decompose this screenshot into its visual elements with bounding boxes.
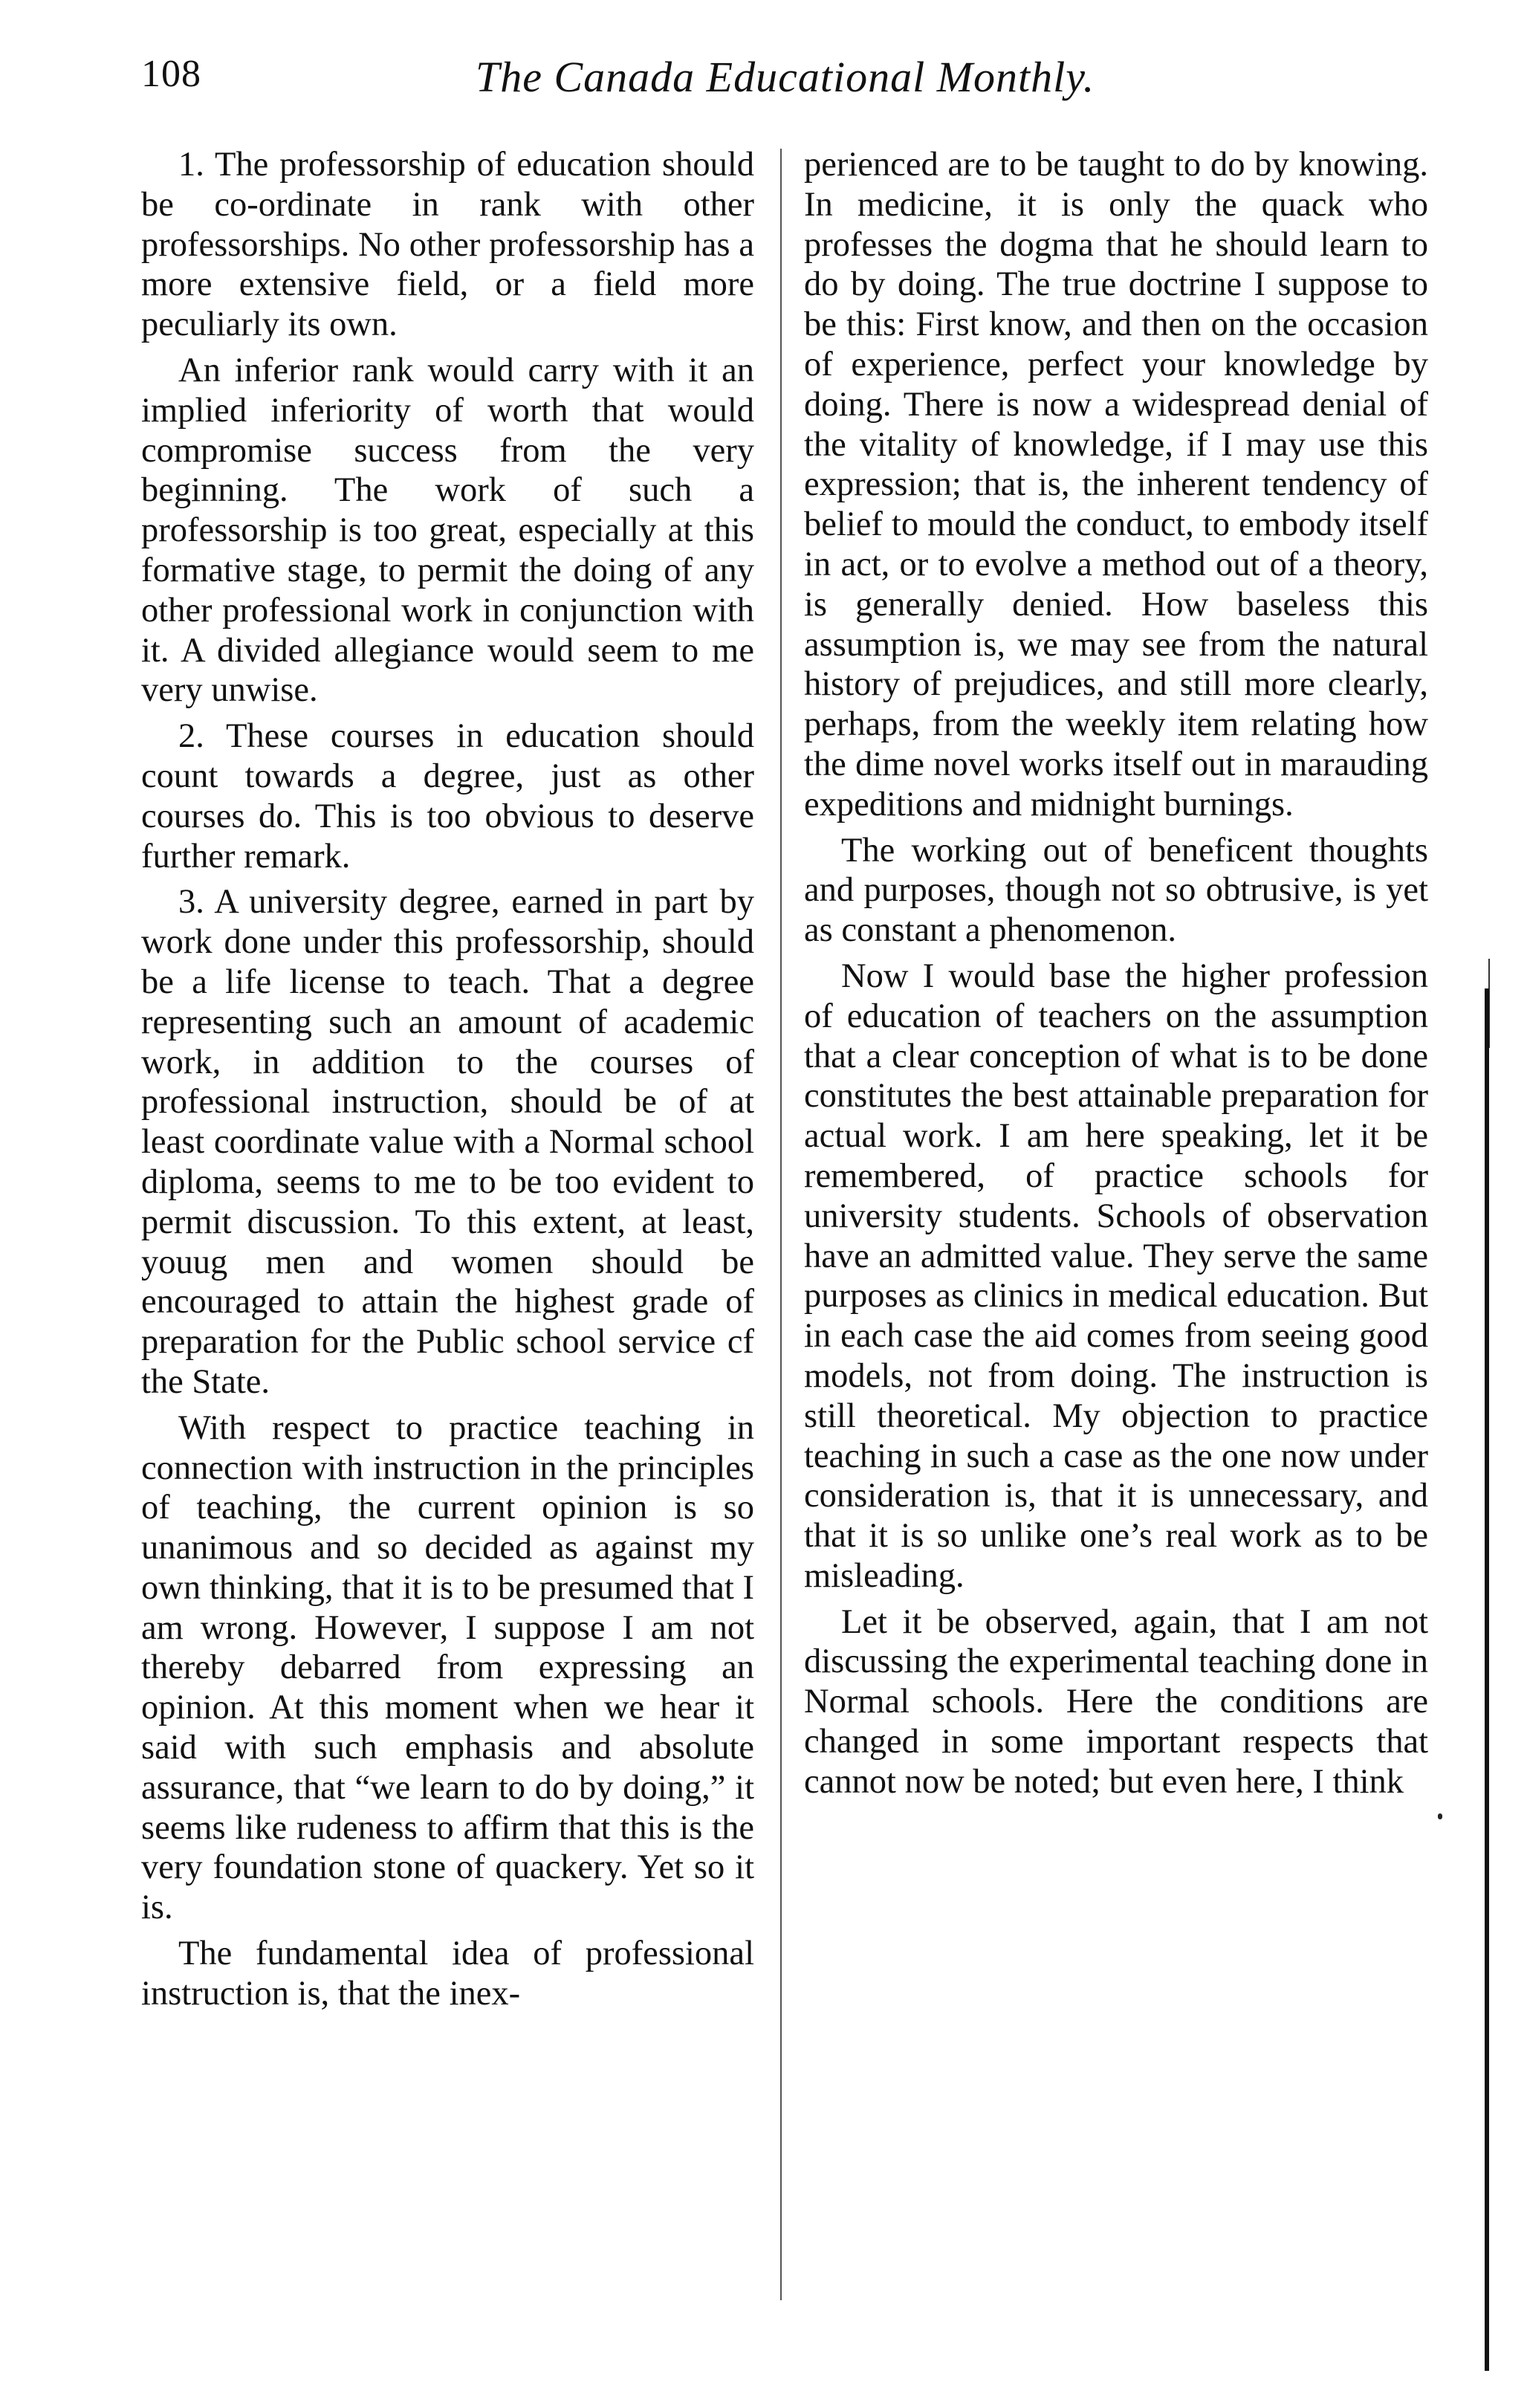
paragraph: Let it be observed, again, that I am not discussing the experimental teaching done in Normal schools. Here the conditions are changed in some important respects that cannot now be noted; but even here, I think — [804, 1602, 1428, 1801]
paragraph: 2. These courses in education should count towards a degree, just as other courses do. This is too obvious to deserve further remark. — [141, 717, 754, 876]
column-divider — [780, 149, 782, 2300]
paragraph: Now I would base the higher profession of education of teachers on the assumption that a clear conception of what is to be done constitutes the best attainable preparation for actual work. I am here speaking, let it be remembered, of practice schools for university students. Schools of observation have an admitted value. They serve the same purposes as clinics in medical education. But in each case the aid comes from seeing good models, not from doing. The instruction is still theoretical. My objection to practice teaching in such a case as the one now under consideration is, that it is unnecessary, and that it is so unlike one’s real work as to be misleading. — [804, 957, 1428, 1595]
right-column — [804, 145, 1428, 1808]
paragraph: With respect to practice teaching in connection with instruction in the principles of teaching, the current opinion is so unanimous and so decided as against my own thinking, that it is to be presumed that I am wrong. However, I suppose I am not thereby debarred from expressing an opinion. At this moment when we hear it said with such emphasis and absolute assurance, that “we learn to do by doing,” it seems like rudeness to affirm that this is the very foundation stone of quackery. Yet so it is. — [141, 1408, 754, 1927]
paragraph: The fundamental idea of professional instruction is, that the inex- — [141, 1935, 754, 2013]
page-edge-shadow — [1485, 988, 1489, 2371]
page-number: 108 — [141, 53, 201, 95]
paragraph: An inferior rank would carry with it an implied inferiority of worth that would compromise success from the very beginning. The work of such a professorship is too great, especially at this formative stage, to permit the doing of any other professional work in conjunction with it. A divided allegiance would seem to me very unwise. — [141, 351, 754, 710]
scan-speck — [1438, 1813, 1442, 1819]
paragraph: The working out of beneficent thoughts and purposes, though not so obtrusive, is yet as constant a phenomenon. — [804, 831, 1428, 950]
running-header — [141, 52, 1434, 119]
paragraph: 1. The professorship of education should be co-ordinate in rank with other professorships. No other professorship has a more extensive field, or a field more peculiarly its own. — [141, 146, 754, 344]
left-column — [141, 145, 754, 2020]
paragraph: 3. A university degree, earned in part by work done under this professorship, should be a life license to teach. That a degree representing such an amount of academic work, in addition to the courses of professional instruction, should be of at least coordinate value with a Normal school diploma, seems to me to be too evident to permit discussion. To this extent, at least, youug men and women should be encouraged to attain the highest grade of preparation for the Public school service cf the State. — [141, 883, 754, 1401]
paragraph-continued: perienced are to be taught to do by knowing. In medicine, it is only the quack who professes the dogma that he should learn to do by doing. The true doctrine I suppose to be this: First know, and then on the occasion of experience, perfect your knowledge by doing. There is now a widespread denial of the vitality of knowledge, if I may use this expression; that is, the inherent tendency of belief to mould the conduct, to embody itself in act, or to evolve a method out of a theory, is generally denied. How baseless this assumption is, we may see from the natural history of prejudices, and still more clearly, perhaps, from the weekly item relating how the dime novel works itself out in marauding expeditions and midnight burnings. — [804, 146, 1428, 823]
journal-title: The Canada Educational Monthly. — [476, 53, 1095, 101]
